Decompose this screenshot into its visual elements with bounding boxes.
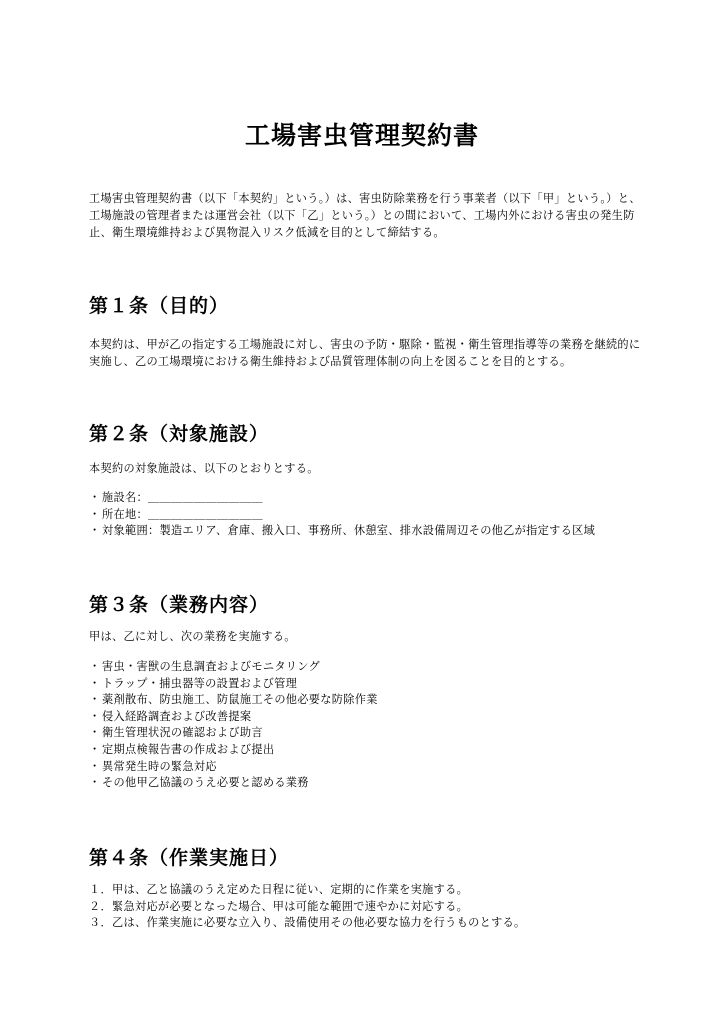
article-2-heading: 第２条（対象施設） [89,423,270,445]
bullet-marker: ・ [89,693,101,707]
bullet-marker: ・ [89,726,101,740]
list-item-text: 薬剤散布、防虫施工、防鼠施工その他必要な防除作業 [102,693,378,707]
bullet-marker: ・ [89,759,101,773]
list-item [89,725,649,742]
list-item-text: 侵入経路調査および改善提案 [102,709,252,723]
list-item [89,899,649,916]
list-item [89,490,649,507]
bullet-marker: ・ [89,524,101,538]
article-2-list [89,490,649,540]
article-4-heading: 第４条（作業実施日） [89,847,290,869]
list-item [89,915,649,932]
list-item [89,775,649,792]
list-item-text: ２．緊急対応が必要となった場合、甲は可能な範囲で速やかに対応する。 [89,899,469,913]
article-1-body: 本契約は、甲が乙の指定する工場施設に対し、害虫の予防・駆除・監視・衛生管理指導等の業務を継続的に実施し、乙の工場環境における衛生維持および品質管理体制の向上を図ることを目的とする。 [89,338,641,368]
list-item-text: 異常発生時の緊急対応 [102,759,217,773]
article-2-body: 本契約の対象施設は、以下のとおりとする。 [89,462,319,475]
article-3-heading: 第３条（業務内容） [89,594,270,616]
list-item-text: 衛生管理状況の確認および助言 [102,726,263,740]
list-item-text: 所在地：＿＿＿＿＿＿＿＿＿＿ [102,507,263,521]
bullet-marker: ・ [89,507,101,521]
list-item-text: その他甲乙協議のうえ必要と認める業務 [102,776,309,790]
list-item [89,882,649,899]
intro-paragraph: 工場害虫管理契約書（以下「本契約」という。）は、害虫防除業務を行う事業者（以下「甲」という。）と、工場施設の管理者または運営会社（以下「乙」という。）との間において、工場内外における害虫の発生防止、衛生環境維持および異物混入リスク低減を目的として締結する。 [89,192,641,239]
list-item [89,507,649,524]
bullet-marker: ・ [89,742,101,756]
list-item-text: 害虫・害獣の生息調査およびモニタリング [102,660,321,673]
article-3-body: 甲は、乙に対し、次の業務を実施する。 [89,630,296,643]
list-item-text: 対象範囲：製造エリア、倉庫、搬入口、事務所、休憩室、排水設備周辺その他乙が指定する区域 [102,524,596,538]
list-item [89,759,649,776]
list-item-text: 定期点検報告書の作成および提出 [102,742,275,756]
bullet-marker: ・ [89,660,101,673]
article-1-heading: 第１条（目的） [89,295,230,317]
list-item [89,659,649,676]
bullet-marker: ・ [89,709,101,723]
list-item [89,676,649,693]
list-item [89,523,649,540]
bullet-marker: ・ [89,776,101,790]
list-item-text: ３．乙は、作業実施に必要な立入り、設備使用その他必要な協力を行うものとする。 [89,916,526,930]
list-item-text: 施設名：＿＿＿＿＿＿＿＿＿＿ [102,491,263,504]
document-title: 工場害虫管理契約書 [244,121,479,150]
list-item [89,742,649,759]
bullet-marker: ・ [89,676,101,690]
list-item-text: １．甲は、乙と協議のうえ定めた日程に従い、定期的に作業を実施する。 [89,883,469,896]
list-item [89,709,649,726]
article-3-list [89,659,649,792]
bullet-marker: ・ [89,491,101,504]
list-item-text: トラップ・捕虫器等の設置および管理 [102,676,298,690]
list-item [89,692,649,709]
article-4-list [89,882,649,932]
